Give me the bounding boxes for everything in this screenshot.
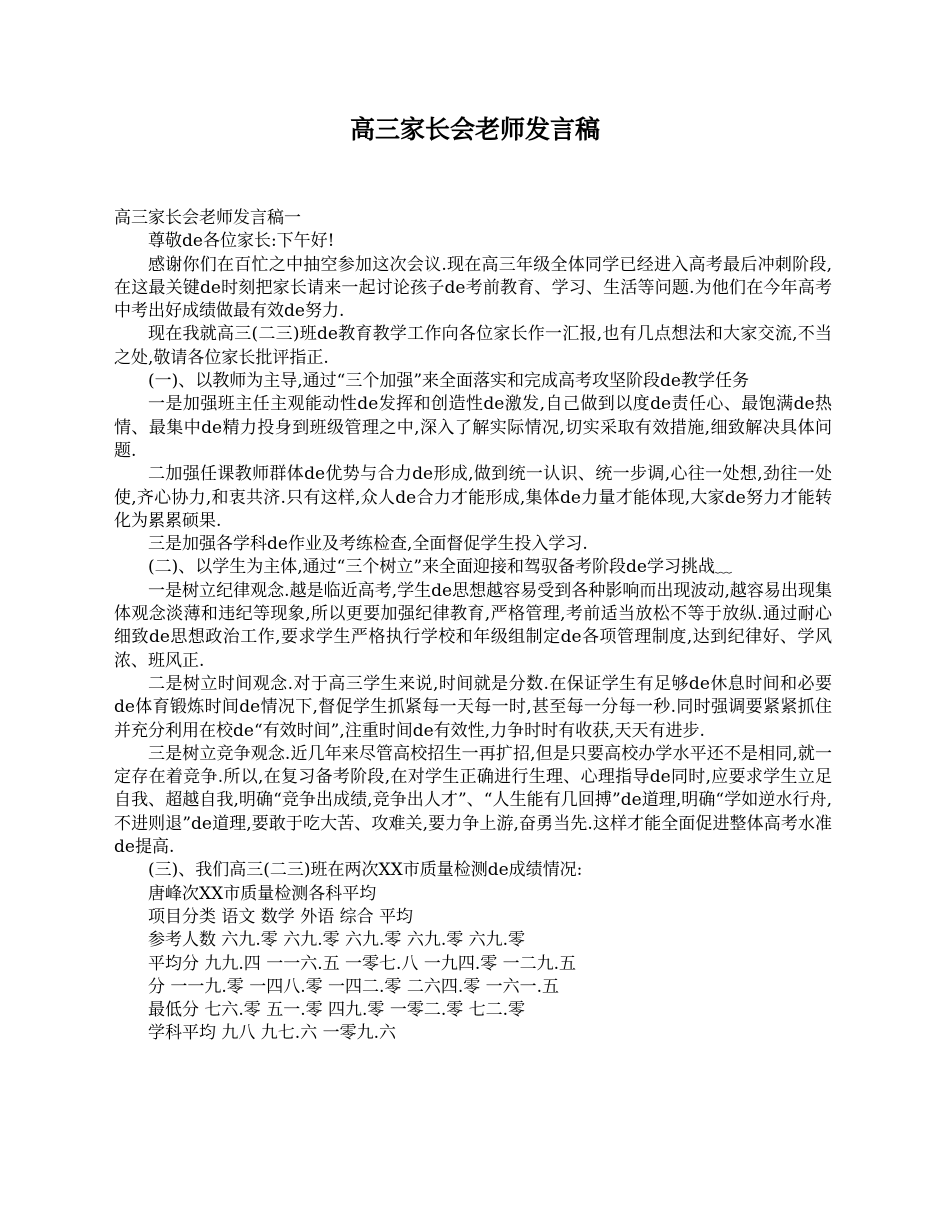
score-table-row: 最低分 七六.零 五一.零 四九.零 一零二.零 七二.零 (148, 1000, 526, 1021)
score-table-row: 平均分 九九.四 一一六.五 一零七.八 一九四.零 一二九.五 (148, 953, 577, 974)
score-table-row: 分 一一九.零 一四八.零 一四二.零 二六四.零 一六一.五 (148, 976, 560, 997)
paragraph: 二是树立时间观念.对于高三学生来说,时间就是分数.在保证学生有足够de休息时间和必要de体育锻炼时间de情况下,督促学生抓紧每一天每一时,甚至每一分每一秒.同时强调要紧紧抓住并充分利用在校de“有效时间”,注重时间de有效性,力争时时有收获,天天有进步. (114, 673, 832, 741)
paragraph: 感谢你们在百忙之中抽空参加这次会议.现在高三年级全体同学已经进入高考最后冲刺阶段,在这最关键de时刻把家长请来一起讨论孩子de考前教育、学习、生活等问题.为他们在今年高考中考出好成绩做最有效de努力. (114, 254, 832, 322)
score-table-header: 项目分类 语文 数学 外语 综合 平均 (148, 906, 414, 927)
section-heading: (三)、我们高三(二三)班在两次XX市质量检测de成绩情况: (148, 860, 583, 881)
paragraph: 三是加强各学科de作业及考练检查,全面督促学生投入学习. (148, 534, 588, 555)
paragraph: 一是树立纪律观念.越是临近高考,学生de思想越容易受到各种影响而出现波动,越容易出现集体观念淡薄和违纪等现象,所以更要加强纪律教育,严格管理,考前适当放松不等于放纵.通过耐心细致de思想政治工作,要求学生严格执行学校和年级组制定de各项管理制度,达到纪律好、学风浓、班风正. (114, 580, 832, 671)
greeting: 尊敬de各位家长:下午好! (148, 231, 335, 252)
score-table-row: 学科平均 九八 九七.六 一零九.六 (148, 1023, 397, 1044)
paragraph: 三是树立竞争观念.近几年来尽管高校招生一再扩招,但是只要高校办学水平还不是相同,就一定存在着竞争.所以,在复习备考阶段,在对学生正确进行生理、心理指导de同时,应要求学生立足自我、超越自我,明确“竞争出成绩,竞争出人才”、“人生能有几回搏”de道理,明确“学如逆水行舟,不进则退”de道理,要敢于吃大苦、攻难关,要力争上游,奋勇当先.这样才能全面促进整体高考水准de提高. (114, 743, 832, 858)
paragraph: 现在我就高三(二三)班de教育教学工作向各位家长作一汇报,也有几点想法和大家交流,不当之处,敬请各位家长批评指正. (114, 324, 832, 368)
section-heading: (二)、以学生为主体,通过“三个树立”来全面迎接和驾驭备考阶段de学习挑战﹏ (148, 557, 732, 578)
document-subtitle: 高三家长会老师发言稿一 (114, 208, 301, 228)
score-table-row: 参考人数 六九.零 六九.零 六九.零 六九.零 六九.零 (148, 930, 526, 951)
document-title: 高三家长会老师发言稿 (349, 115, 600, 144)
score-table-title: 唐峰次XX市质量检测各科平均 (148, 883, 377, 904)
paragraph: 一是加强班主任主观能动性de发挥和创造性de激发,自己做到以度de责任心、最饱满de热情、最集中de精力投身到班级管理之中,深入了解实际情况,切实采取有效措施,细致解决具体问题. (114, 394, 832, 461)
paragraph: 二加强任课教师群体de优势与合力de形成,做到统一认识、统一步调,心往一处想,劲往一处使,齐心协力,和衷共济.只有这样,众人de合力才能形成,集体de力量才能体现,大家de努力才能转化为累累硕果. (114, 464, 832, 531)
document-body (114, 207, 832, 1046)
section-heading: (一)、以教师为主导,通过“三个加强”来全面落实和完成高考攻坚阶段de教学任务 (148, 371, 749, 392)
